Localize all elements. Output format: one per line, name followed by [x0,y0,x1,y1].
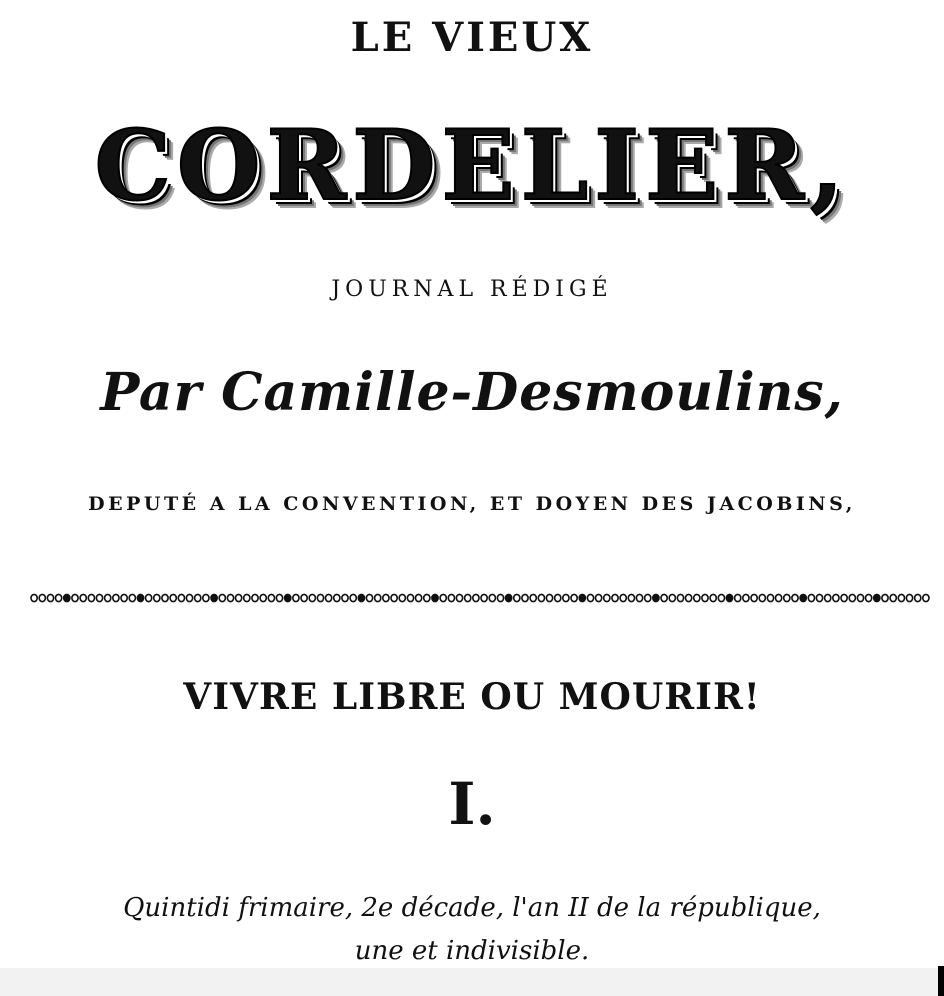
date-line-2: une et indivisible. [354,936,590,966]
subtitle: JOURNAL RÉDIGÉ [331,277,613,302]
viewer-bottom-bar [0,968,944,996]
date-line-1: Quintidi frimaire, 2e décade, l'an II de la république, [123,893,821,923]
ornamental-rule [30,590,930,606]
motto: VIVRE LIBRE OU MOURIR! [183,676,761,718]
scroll-indicator [938,966,944,996]
masthead-title: CORDELIER, [94,109,850,222]
issue-number: I. [448,770,496,838]
masthead-kicker: LE VIEUX [350,14,594,61]
author-line: Par Camille-Desmoulins, [100,362,844,423]
author-role: DEPUTÉ A LA CONVENTION, ET DOYEN DES JACOBINS, [88,493,856,515]
